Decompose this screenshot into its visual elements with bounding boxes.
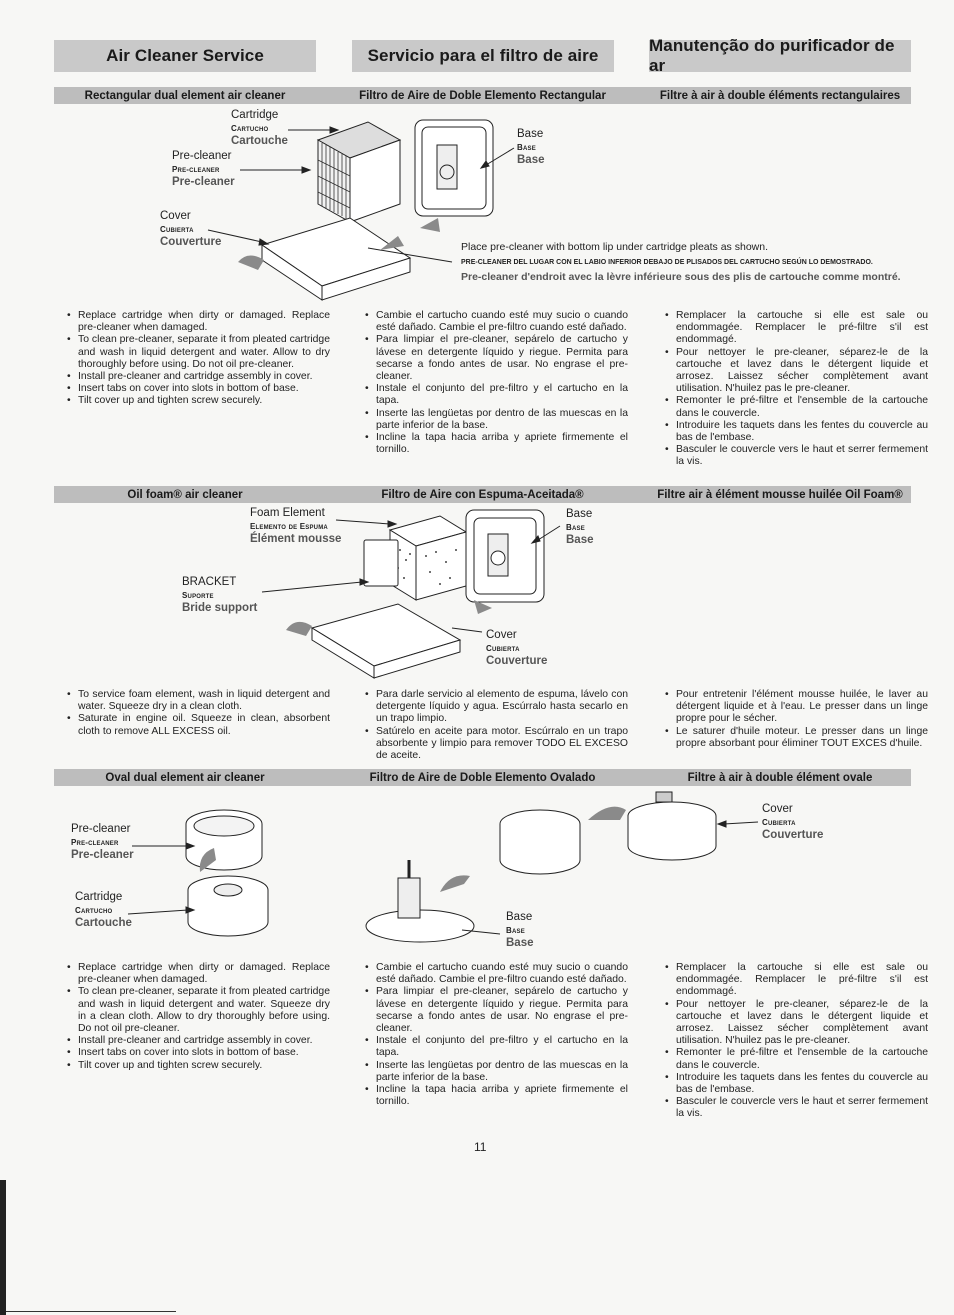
list-item: • Para limpiar el pre-cleaner, sepárelo de cartucho y lávese en detergente líquido y riegue. Permita para secarse a fondo antes de usar. No engrase el pre-cleaner. <box>376 986 628 1035</box>
rect-note-en: Place pre-cleaner with bottom lip under cartridge pleats as shown. <box>461 241 768 253</box>
list-item: • Pour nettoyer le pre-cleaner, séparez-le de la cartouche et lavez dans le détergent liquide et arrosez. Laissez sécher complètement avant utilisation. N'huilez pas le pre-cleaner. <box>676 999 928 1048</box>
foam-subheader-fr: Filtre air à élément mousse huilée Oil Foam® <box>649 486 911 503</box>
list-item: • Le saturer d'huile moteur. Le presser dans un linge propre absorbant pour éliminer TOUT EXCES d'huile. <box>676 726 928 750</box>
foam-instructions-es <box>364 689 628 762</box>
oval-base-shape <box>366 860 474 942</box>
rect-note-es: PRE-CLEANER DEL LUGAR CON EL LABIO INFERIOR DEBAJO DE PLISADOS DEL CARTUCHO SEGÚN LO DEMOSTRADO. <box>461 259 873 266</box>
list-item: • To clean pre-cleaner, separate it from pleated cartridge and wash in liquid detergent and water. Squeeze dry in a clean cloth. Allow to dry thoroughly before using. Do not oil pre-cleaner. <box>78 986 330 1035</box>
oval-instructions-fr <box>664 962 928 1121</box>
oval-instructions-es <box>364 962 628 1108</box>
list-item: • Pour nettoyer le pre-cleaner, séparez-le de la cartouche et lavez dans le détergent liquide et arrosez. Laissez sécher complètement avant utilisation. N'huilez pas le pre-cleaner. <box>676 347 928 396</box>
list-item: • Cambie el cartucho cuando esté muy sucio o cuando esté dañado. Cambie el pre-filtro cuando esté dañado. <box>376 310 628 334</box>
oval-subheader-en: Oval dual element air cleaner <box>54 769 316 786</box>
list-item: • Incline la tapa hacia arriba y apriete firmemente el tornillo. <box>376 1084 628 1108</box>
oval-subheader-es: Filtro de Aire de Doble Elemento Ovalado <box>316 769 649 786</box>
oval-subheader-fr: Filtre à air à double élément ovale <box>649 769 911 786</box>
oval-cartridge-shape <box>188 876 268 936</box>
oval-down-arrow-icon <box>588 807 626 820</box>
rect-instructions-fr <box>664 310 928 469</box>
scan-left-edge <box>0 1180 6 1315</box>
list-item: • Inserte las lengüetas por dentro de las muescas en la parte inferior de la base. <box>376 1060 628 1084</box>
rect-label-cartridge: Cartridge Cartucho Cartouche <box>231 109 288 147</box>
list-item: • Instale el conjunto del pre-filtro y el cartucho en la tapa. <box>376 383 628 407</box>
foam-label-cover: Cover Cubierta Couverture <box>486 629 548 667</box>
list-item: • Tilt cover up and tighten screw securely. <box>78 1060 330 1072</box>
list-item: • Introduire les taquets dans les fentes du couvercle au bas de l'embase. <box>676 1072 928 1096</box>
foam-label-element: Foam Element Elemento de Espuma Élément mousse <box>250 507 342 545</box>
list-item: • Insert tabs on cover into slots in bottom of base. <box>78 383 330 395</box>
oval-label-precleaner: Pre-cleaner Pre-cleaner Pre-cleaner <box>71 823 134 861</box>
list-item: • Para limpiar el pre-cleaner, sepárelo de cartucho y lávese en detergente líquido y riegue. Permita para secarse a fondo antes de usar. No engrase el pre-cleaner. <box>376 334 628 383</box>
list-item: • Instale el conjunto del pre-filtro y el cartucho en la tapa. <box>376 1035 628 1059</box>
rect-subheader-fr: Filtre à air à double éléments rectangulaires <box>649 87 911 104</box>
foam-subheader-es: Filtro de Aire con Espuma-Aceitada® <box>316 486 649 503</box>
rect-subheader-es: Filtro de Aire de Doble Elemento Rectangular <box>316 87 649 104</box>
foam-label-bracket: BRACKET Suporte Bride support <box>182 576 258 614</box>
foam-tilt-arrow-icon <box>286 622 312 636</box>
oval-instructions-en <box>66 962 330 1072</box>
foam-element-shape <box>390 516 466 600</box>
foam-subheader-en: Oil foam® air cleaner <box>54 486 316 503</box>
rect-base-arrow-icon <box>420 218 440 232</box>
list-item: • Remonter le pré-filtre et l'ensemble de la cartouche dans le couvercle. <box>676 1047 928 1071</box>
oval-label-cover: Cover Cubierta Couverture <box>762 803 824 841</box>
rect-placement-note <box>461 241 901 284</box>
rect-subheader-en: Rectangular dual element air cleaner <box>54 87 316 104</box>
rect-label-base: Base Base Base <box>517 128 545 166</box>
oval-air-cleaner-illustration <box>0 780 954 960</box>
rect-label-precleaner: Pre-cleaner Pre-cleaner Pre-cleaner <box>172 150 235 188</box>
list-item: • Replace cartridge when dirty or damaged. Replace pre-cleaner when damaged. <box>78 310 330 334</box>
list-item: • Cambie el cartucho cuando esté muy sucio o cuando esté dañado. Cambie el pre-filtro cuando esté dañado. <box>376 962 628 986</box>
list-item: • Incline la tapa hacia arriba y apriete firmemente el tornillo. <box>376 432 628 456</box>
oval-label-base: Base Base Base <box>506 911 534 949</box>
list-item: • Basculer le couvercle vers le haut et serrer fermement la vis. <box>676 1096 928 1120</box>
oval-cover-shape <box>628 792 716 860</box>
list-item: • Saturate in engine oil. Squeeze in clean, absorbent cloth to remove ALL EXCESS oil. <box>78 713 330 737</box>
list-item: • Basculer le couvercle vers le haut et serrer fermement la vis. <box>676 444 928 468</box>
rect-note-fr: Pre-cleaner d'endroit avec la lèvre inférieure sous des plis de cartouche comme montré. <box>461 271 901 283</box>
list-item: • Install pre-cleaner and cartridge assembly in cover. <box>78 371 330 383</box>
list-item: • Satúrelo en aceite para motor. Escúrralo en un trapo absorbente y limpio para remover TODO EL EXCESO de aceite. <box>376 726 628 763</box>
rect-instructions-es <box>364 310 628 456</box>
list-item: • Install pre-cleaner and cartridge assembly in cover. <box>78 1035 330 1047</box>
foam-instructions-en <box>66 689 330 738</box>
list-item: • Para darle servicio al elemento de espuma, lávelo con detergente líquido y agua. Escúrralo hasta secarlo en un trapo limpio. <box>376 689 628 726</box>
oval-element-assembly-shape <box>500 810 580 874</box>
foam-instructions-fr <box>664 689 928 750</box>
rect-instructions-en <box>66 310 330 408</box>
rect-label-cover: Cover Cubierta Couverture <box>160 210 222 248</box>
list-item: • Tilt cover up and tighten screw securely. <box>78 395 330 407</box>
list-item: • Remplacer la cartouche si elle est sale ou endommagée. Remplacer le pré-filtre s'il est endommagé. <box>676 310 928 347</box>
scan-bottom-line <box>6 1311 176 1312</box>
list-item: • To service foam element, wash in liquid detergent and water. Squeeze dry in a clean cloth. <box>78 689 330 713</box>
list-item: • To clean pre-cleaner, separate it from pleated cartridge and wash in liquid detergent and water. Allow to dry thoroughly before using. Do not oil pre-cleaner. <box>78 334 330 371</box>
header-english: Air Cleaner Service <box>54 40 316 72</box>
oval-insert-arrow-icon <box>440 875 470 892</box>
oval-precleaner-shape <box>186 810 262 870</box>
list-item: • Introduire les taquets dans les fentes du couvercle au bas de l'embase. <box>676 420 928 444</box>
list-item: • Pour entretenir l'élément mousse huilée, le laver au détergent liquide et à l'eau. Le presser dans un linge propre pour le sécher. <box>676 689 928 726</box>
foam-label-base: Base Base Base <box>566 508 594 546</box>
list-item: • Remonter le pré-filtre et l'ensemble de la cartouche dans le couvercle. <box>676 395 928 419</box>
foam-air-cleaner-illustration <box>0 500 954 690</box>
list-item: • Inserte las lengüetas por dentro de las muescas en la parte inferior de la base. <box>376 408 628 432</box>
list-item: • Replace cartridge when dirty or damaged. Replace pre-cleaner when damaged. <box>78 962 330 986</box>
header-spanish: Servicio para el filtro de aire <box>352 40 614 72</box>
foam-bracket-shape <box>364 540 398 586</box>
list-item: • Insert tabs on cover into slots in bottom of base. <box>78 1047 330 1059</box>
rect-tilt-arrow-icon <box>238 255 264 270</box>
foam-base-shape <box>466 510 544 602</box>
list-item: • Remplacer la cartouche si elle est sale ou endommagée. Remplacer le pré-filtre s'il est endommagé. <box>676 962 928 999</box>
rect-cover-shape <box>262 218 410 300</box>
page-number: 11 <box>474 1140 487 1154</box>
oval-label-cartridge: Cartridge Cartucho Cartouche <box>75 891 132 929</box>
header-portuguese: Manutenção do purificador de ar <box>649 40 911 72</box>
foam-cover-shape <box>312 604 460 678</box>
